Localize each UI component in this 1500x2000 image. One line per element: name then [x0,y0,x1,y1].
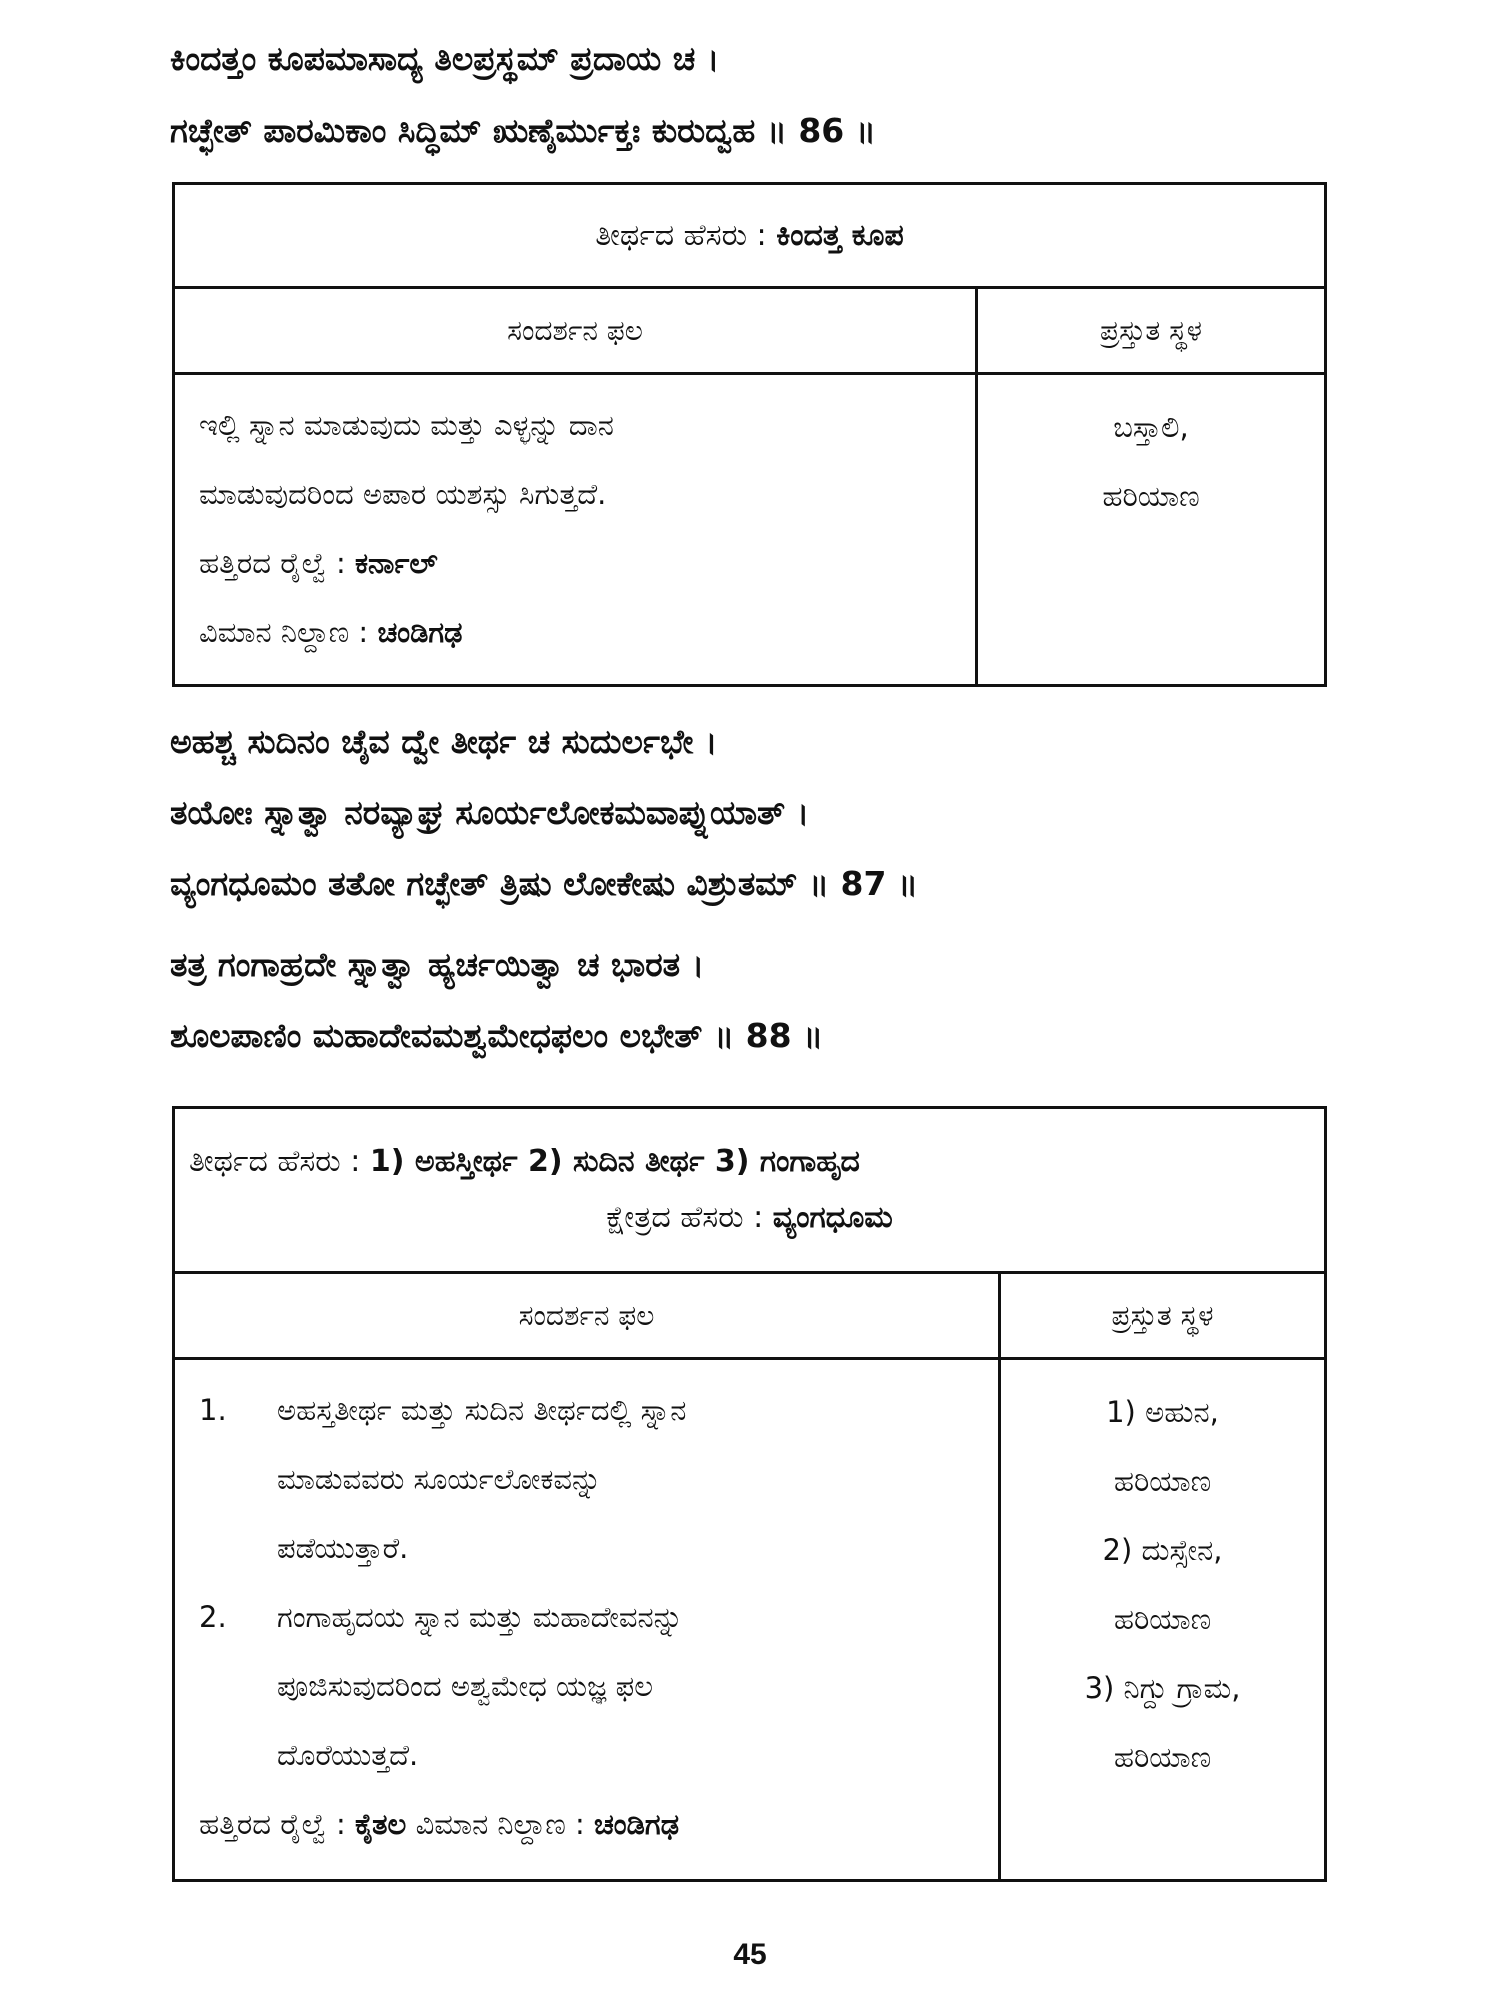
verse-87 [170,715,1350,911]
verse-line: ಗಚ್ಛೇತ್ ಪಾರಮಿಕಾಂ ಸಿದ್ಧಿಮ್ ಋಣೈರ್ಮುಕ್ತಃ ಕುರುದ್ವಹ ॥ 86 ॥ [170,111,876,150]
header-location: ಪ್ರಸ್ತುತ ಸ್ಥಳ [1111,1298,1214,1332]
verse-86 [170,32,1350,158]
tirtha-table-vyangadhuma [172,1106,1327,1882]
table-header-row [175,1274,1324,1360]
railway-label: ಹತ್ತಿರದ ರೈಲ್ವೆ : [199,1807,346,1841]
benefit-cell [175,375,978,684]
location-text: ಹರಿಯಾಣ [1102,479,1200,513]
railway-value: ಕೈತಲ [354,1807,407,1841]
benefit-text: ಮಾಡುವವರು ಸೂರ್ಯಲೋಕವನ್ನು [277,1462,602,1496]
table-title [175,1109,1324,1274]
verse-line: ಅಹಶ್ಚ ಸುದಿನಂ ಚೈವ ದ್ವೇ ತೀರ್ಥ ಚ ಸುದುರ್ಲಭೇ । [170,722,718,761]
railway-value: ಕರ್ನಾಲ್ [354,546,438,580]
verse-line: ಶೂಲಪಾಣಿಂ ಮಹಾದೇವಮಶ್ವಮೇಧಫಲಂ ಲಭೇತ್ ॥ 88 ॥ [170,1016,824,1055]
benefit-text: ಗಂಗಾಹೃದಯ ಸ್ನಾನ ಮತ್ತು ಮಹಾದೇವನನ್ನು [277,1600,683,1634]
location-cell [1001,1360,1324,1879]
location-text: 1) ಅಹುನ, [1106,1395,1219,1429]
kshetra-name-value: ವ್ಯಂಗಧೂಮ [772,1200,893,1235]
kshetra-name-row [175,1190,1324,1246]
benefit-cell [175,1360,1001,1879]
benefit-text: ಇಲ್ಲಿ ಸ್ನಾನ ಮಾಡುವುದು ಮತ್ತು ಎಳ್ಳನ್ನು ದಾನ [199,408,614,442]
airport-label: ವಿಮಾನ ನಿಲ್ದಾಣ : [415,1807,585,1841]
nearest-transport [199,1790,978,1859]
location-text: ಬಸ್ತಾಲಿ, [1113,410,1189,444]
verse-line: ತತ್ರ ಗಂಗಾಹ್ರದೇ ಸ್ನಾತ್ವಾ ಹ್ಯರ್ಚಯಿತ್ವಾ ಚ ಭಾರತ । [170,945,705,984]
nearest-railway [199,529,955,598]
item-number: 2. [199,1600,227,1634]
tirtha-name-value: ಕಿಂದತ್ತ ಕೂಪ [776,217,904,253]
airport-value: ಚಂಡಿಗಢ [377,615,463,649]
verse-line: ತಯೋಃ ಸ್ನಾತ್ವಾ ನರವ್ಯಾಘ್ರ ಸೂರ್ಯಲೋಕಮವಾಪ್ನುಯಾತ್ । [170,793,810,832]
benefit-text: ದೊರೆಯುತ್ತದೆ. [277,1738,419,1772]
tirtha-name-value: 1) ಅಹಸ್ತೀರ್ಥ 2) ಸುದಿನ ತೀರ್ಥ 3) ಗಂಗಾಹೃದ [369,1144,860,1179]
table-body-row [175,1360,1324,1879]
location-text: ಹರಿಯಾಣ [1113,1740,1212,1774]
kshetra-name-label: ಕ್ಷೇತ್ರದ ಹೆಸರು : [606,1200,764,1235]
benefit-text: ಅಹಸ್ತತೀರ್ಥ ಮತ್ತು ಸುದಿನ ತೀರ್ಥದಲ್ಲಿ ಸ್ನಾನ [277,1393,687,1427]
location-text: ಹರಿಯಾಣ [1113,1602,1212,1636]
railway-label: ಹತ್ತಿರದ ರೈಲ್ವೆ : [199,546,346,580]
header-benefit: ಸಂದರ್ಶನ ಫಲ [175,1274,1001,1357]
tirtha-name-label: ತೀರ್ಥದ ಹೆಸರು : [189,1144,361,1179]
header-location: ಪ್ರಸ್ತುತ ಸ್ಥಳ [1100,313,1202,347]
location-text: 2) ದುಸ್ಸೇನ, [1102,1533,1223,1567]
benefit-text: ಮಾಡುವುದರಿಂದ ಅಪಾರ ಯಶಸ್ಸು ಸಿಗುತ್ತದೆ. [199,477,607,511]
tirtha-table-kindatta [172,182,1327,687]
tirtha-name-row [175,1134,1324,1190]
verse-line: ವ್ಯಂಗಧೂಮಂ ತತೋ ಗಚ್ಛೇತ್ ತ್ರಿಷು ಲೋಕೇಷು ವಿಶ್ರುತಮ್ ॥ 87 ॥ [170,864,919,903]
table-header-row [175,289,1324,375]
benefit-item-1 [199,1376,978,1583]
benefit-item-2 [199,1583,978,1790]
nearest-airport [199,598,955,667]
page-number: 45 [733,1938,767,1971]
verse-line: ಕಿಂದತ್ತಂ ಕೂಪಮಾಸಾದ್ಯ ತಿಲಪ್ರಸ್ಥಮ್ ಪ್ರದಾಯ ಚ । [170,39,720,78]
verse-88 [170,938,1350,1063]
location-cell [978,375,1324,684]
benefit-text: ಪೂಜಿಸುವುದರಿಂದ ಅಶ್ವಮೇಧ ಯಜ್ಞ ಫಲ [277,1669,654,1703]
table-body-row [175,375,1324,684]
airport-value: ಚಂಡಿಗಢ [594,1807,680,1841]
airport-label: ವಿಮಾನ ನಿಲ್ದಾಣ : [199,615,369,649]
location-text: ಹರಿಯಾಣ [1113,1464,1212,1498]
table-title [175,185,1324,289]
benefit-text: ಪಡೆಯುತ್ತಾರೆ. [277,1531,409,1565]
tirtha-name-label: ತೀರ್ಥದ ಹೆಸರು : [595,217,767,253]
item-number: 1. [199,1393,227,1427]
header-benefit: ಸಂದರ್ಶನ ಫಲ [175,289,978,372]
location-text: 3) ನಿಗ್ದು ಗ್ರಾಮ, [1084,1671,1241,1705]
